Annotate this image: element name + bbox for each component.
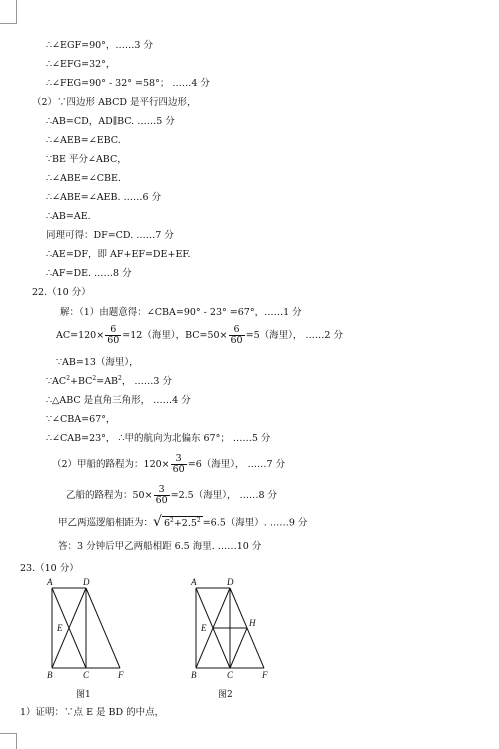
point-label-b: B bbox=[47, 670, 53, 680]
solution-line: ∴AF=DE. ……8 分 bbox=[46, 268, 132, 279]
solution-line: ∴AB=AE. bbox=[46, 211, 91, 222]
solution-line: 答：3 分钟后甲乙两船相距 6.5 海里. ……10 分 bbox=[58, 541, 262, 552]
solution-line: ∴∠EFG=32°， bbox=[46, 59, 116, 70]
point-label-a: A bbox=[47, 577, 53, 587]
solution-line-fractions: （2）甲船的路程为：120× $\frac{3}{60}$ =6（海里）， ……7 分 bbox=[52, 453, 286, 475]
point-label-c: C bbox=[227, 670, 234, 680]
figure-1-diagram bbox=[40, 574, 140, 682]
solution-line: ∴∠ABE=∠CBE. bbox=[46, 173, 121, 184]
crop-mark-bottom-h bbox=[0, 733, 17, 734]
problem-heading: 23.（10 分） bbox=[20, 563, 79, 574]
solution-line: ∵BE 平分∠ABC， bbox=[46, 154, 127, 165]
point-label-h: H bbox=[249, 618, 256, 628]
solution-line: ∴∠ABE=∠AEB. ……6 分 bbox=[46, 192, 162, 203]
solution-line: ∴∠EGF=90°，……3 分 bbox=[46, 40, 153, 51]
segment-df bbox=[86, 588, 120, 668]
point-label-d: D bbox=[83, 577, 90, 587]
point-label-d: D bbox=[227, 577, 234, 587]
point-label-f: F bbox=[262, 670, 268, 680]
solution-line: $\because AC^2+BC^2=AB^2$， ……3 分 bbox=[46, 374, 172, 387]
square-root: √ $6^2+2.5^2$ bbox=[153, 514, 201, 530]
solution-line: 1）证明：∵点 E 是 BD 的中点， bbox=[20, 707, 165, 718]
solution-line-fractions: 乙船的路程为：50× $\frac{3}{60}$ =2.5（海里）， ……8 分 bbox=[66, 484, 278, 506]
solution-line-fractions: AC=120× $\frac{6}{60}$ =12（海里），BC=50× $\frac{6}{60}$ =5（海里）， ……2 分 bbox=[56, 324, 343, 346]
point-label-a: A bbox=[191, 577, 197, 587]
problem-heading: 22.（10 分） bbox=[32, 287, 91, 298]
fraction: $\frac{3}{60}$ bbox=[155, 484, 168, 506]
solution-line: ∴AE=DF，即 AF+EF=DE+EF. bbox=[46, 249, 191, 260]
solution-line: 同理可得：DF=CD. ……7 分 bbox=[46, 230, 174, 241]
figure-2-caption: 图2 bbox=[218, 690, 233, 700]
solution-line: ∴∠FEG=90° - 32° =58°； ……4 分 bbox=[46, 78, 210, 89]
point-label-e: E bbox=[57, 623, 63, 633]
figure-2-diagram bbox=[184, 574, 284, 682]
fraction: $\frac{6}{60}$ bbox=[230, 324, 243, 346]
point-label-b: B bbox=[191, 670, 197, 680]
solution-line: 解：（1）由题意得：∠CBA=90° - 23° =67°，……1 分 bbox=[60, 307, 302, 318]
fraction: $\frac{6}{60}$ bbox=[107, 324, 120, 346]
solution-line: ∴△ABC 是直角三角形， ……4 分 bbox=[46, 395, 191, 406]
crop-mark-top-v bbox=[16, 0, 17, 24]
solution-line: ∴∠CAB=23°， ∴甲的航向为北偏东 67°； ……5 分 bbox=[46, 433, 271, 444]
crop-mark-bottom-v bbox=[16, 733, 17, 749]
solution-line-sqrt: 甲乙两巡逻船相距为：√ $6^2+2.5^2 =6.5$（海里）. ……9 分 bbox=[58, 514, 308, 530]
crop-mark-top-h bbox=[0, 23, 17, 24]
solution-line: ∴AB=CD，AD∥BC. ……5 分 bbox=[46, 116, 175, 127]
point-label-e: E bbox=[201, 623, 207, 633]
solution-line: ∵AB=13（海里）， bbox=[56, 357, 139, 368]
solution-line: ∵∠CBA=67°， bbox=[46, 414, 116, 425]
point-label-f: F bbox=[118, 670, 124, 680]
solution-line: ∴∠AEB=∠EBC. bbox=[46, 135, 121, 146]
point-label-c: C bbox=[83, 670, 90, 680]
fraction: $\frac{3}{60}$ bbox=[172, 453, 185, 475]
solution-line: （2）∵四边形 ABCD 是平行四边形， bbox=[32, 97, 197, 108]
segment-hc bbox=[230, 628, 247, 668]
figure-1-caption: 图1 bbox=[76, 690, 91, 700]
